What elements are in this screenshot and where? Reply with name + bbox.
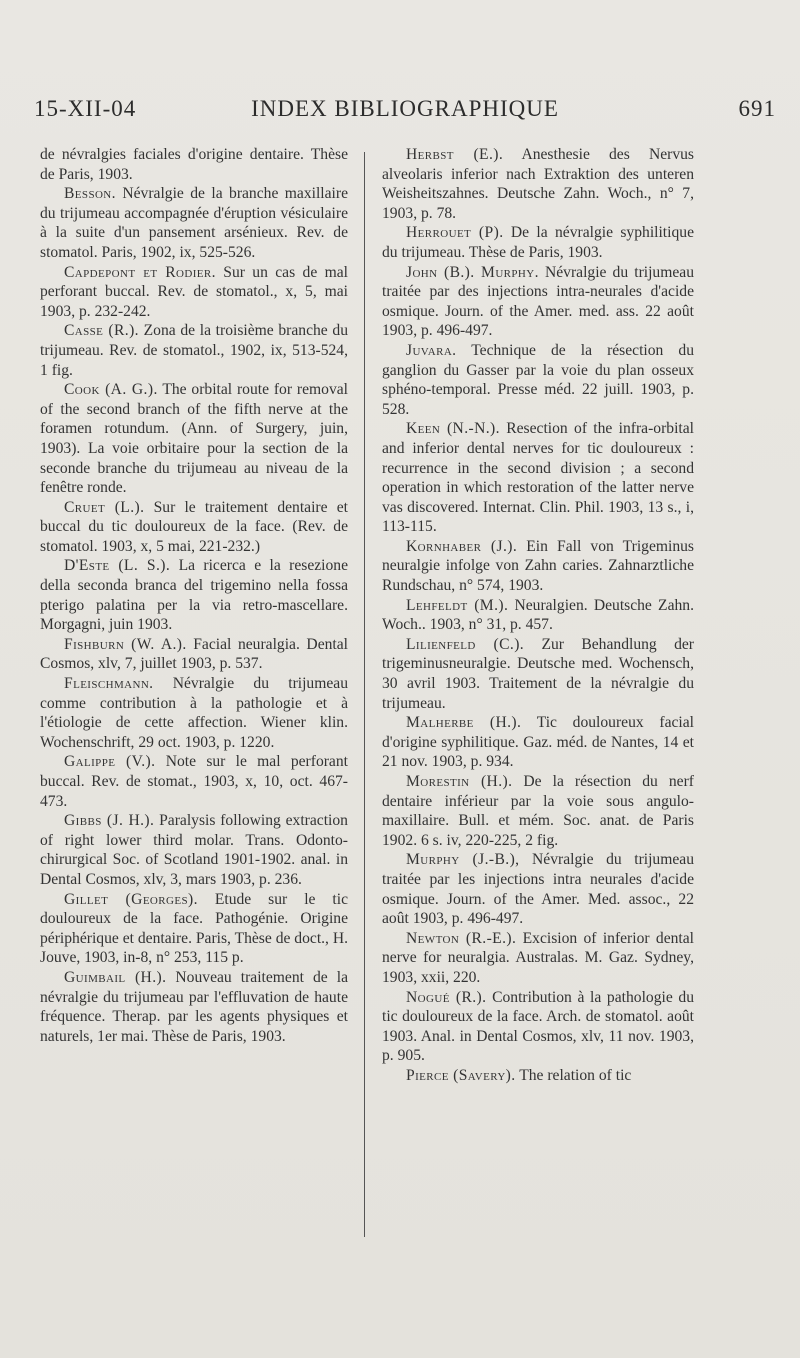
bibliography-entry	[382, 635, 694, 713]
entry-author: Malherbe (H.).	[406, 714, 522, 732]
bibliography-entry	[382, 929, 694, 988]
entry-author: Herbst (E.).	[406, 146, 504, 163]
bibliography-entry	[382, 145, 694, 223]
entry-text: Névralgie du trijumeau traitée par les injections intra neurales d'acide osmique. Journ. of the Amer. Med. assoc., 22 août 1903, p. 496-497.	[382, 851, 694, 928]
entry-text: Etude sur le tic douloureux de la face. Pathogénie. Origine périphérique et dentaire. Paris, Thèse de doct., H. Jouve, 1903, in-8, n° 253, 115 p.	[40, 890, 349, 967]
entry-text: The orbital route for removal of the second branch of the fifth nerve at the foramen rotundum. (Ann. of Surgery, juin, 1903). La voie orbitaire pour la section de la seconde branche du trijumeau au niveau de la fenêtre ronde.	[40, 381, 348, 497]
bibliography-entry	[40, 321, 348, 380]
bibliography-entry	[40, 635, 348, 674]
entry-text: Contribution à la pathologie du tic douloureux de la face. Arch. de stomatol. août 1903. Anal. in Dental Cosmos, xlv, 11 nov. 1903, p. 905.	[382, 988, 694, 1065]
entry-text: Anesthesie des Nervus alveolaris inferior nach Extraktion des unteren Weisheitszahnes. Deutsche Zahn. Woch., n° 7, 1903, p. 78.	[382, 146, 694, 222]
bibliography-entry	[382, 537, 694, 596]
entry-text: Zona de la troisième branche du trijumeau. Rev. de stomatol., 1902, ix, 513-524, 1 fig.	[40, 322, 349, 379]
entry-author: Juvara.	[406, 341, 457, 359]
bibliography-entry	[40, 890, 348, 968]
entry-text: Névralgie du trijumeau traitée par des injections intra-neurales d'acide osmique. Journ. of the Amer. med. ass. 22 août 1903, p. 496-497.	[382, 263, 694, 340]
header-title: INDEX BIBLIOGRAPHIQUE	[251, 96, 559, 121]
entry-author: Guimbail (H.).	[64, 968, 167, 986]
entry-author: D'Este (L. S.).	[64, 557, 171, 575]
entry-author: John (B.). Murphy.	[406, 263, 539, 281]
bibliography-entry	[40, 556, 348, 634]
entry-text: Sur le traitement dentaire et buccal du tic douloureux de la face. (Rev. de stomatol. 1903, x, 5 mai, 221-232.)	[40, 498, 348, 555]
bibliography-entry	[40, 380, 348, 498]
entry-author: Besson.	[64, 185, 116, 203]
bibliography-entry	[382, 596, 694, 635]
entry-author: Galippe (V.).	[64, 753, 156, 771]
bibliography-entry	[382, 988, 694, 1066]
bibliography-entry	[40, 674, 348, 752]
bibliography-entry	[40, 752, 348, 811]
entry-author: Lehfeldt (M.).	[406, 596, 509, 614]
entry-author: Cook (A. G.).	[64, 381, 158, 399]
bibliography-entry	[382, 223, 694, 262]
bibliography-entry	[382, 772, 694, 850]
bibliography-entry	[382, 1066, 694, 1086]
entry-author: Fleischmann.	[64, 675, 154, 693]
entry-text: La ricerca e la resezione della seconda branca del trigemino nella fossa pterigo palatina per la via retro-mascellare. Morgagni, juin 1903.	[40, 557, 349, 634]
entry-text: Nouveau traitement de la névralgie du trijumeau par l'effluvation de haute fréquence. Therap. par les agents physiques et naturels, 1er mai. Thèse de Paris, 1903.	[40, 968, 348, 1045]
entry-author: Nogué (R.).	[406, 988, 487, 1006]
entry-text: Neuralgien. Deutsche Zahn. Woch.. 1903, n° 31, p. 457.	[382, 596, 694, 634]
bibliography-entry	[382, 713, 694, 772]
bibliography-entry	[40, 968, 348, 1046]
entry-text: Tic douloureux facial d'origine syphilitique. Gaz. méd. de Nantes, 14 et 21 nov. 1903, p. 934.	[382, 714, 694, 771]
entry-author: Gibbs (J. H.).	[64, 812, 155, 830]
entry-author: Capdepont et Rodier.	[64, 263, 216, 281]
bibliography-entry	[40, 184, 348, 262]
bibliography-entry	[40, 263, 348, 322]
right-column	[382, 145, 694, 1086]
running-header	[34, 96, 776, 132]
entry-text: Zur Behandlung der trigeminusneuralgie. Deutsche med. Wochensch, 30 avril 1903. Traitement de la névralgie du trijumeau.	[382, 635, 694, 712]
entry-text: De la résection du nerf dentaire inférieur par la voie sous angulo-maxillaire. Bull. et mém. Soc. anat. de Paris 1902. 6 s. iv, 220-225, 2 fig.	[382, 773, 694, 849]
bibliography-entry	[382, 263, 694, 341]
entry-text: De la névralgie syphilitique du trijumeau. Thèse de Paris, 1903.	[382, 224, 694, 261]
bibliography-entry	[40, 498, 348, 557]
entry-text: Sur un cas de mal perforant buccal. Rev. de stomatol., x, 5, mai 1903, p. 232-242.	[40, 263, 348, 320]
entry-text: de névralgies faciales d'origine dentaire. Thèse de Paris, 1903.	[40, 146, 348, 183]
entry-text: Névralgie du trijumeau comme contribution à la pathologie et à l'étiologie de cette affection. Wiener klin. Wochenschrift, 29 oct. 1903, p. 1220.	[40, 675, 348, 751]
bibliography-entry	[40, 145, 348, 184]
bibliography-entry	[382, 419, 694, 537]
entry-text: Névralgie de la branche maxillaire du trijumeau accompagnée d'éruption vésiculaire à la suite d'un pansement arsénieux. Rev. de stomatol. Paris, 1902, ix, 525-526.	[40, 185, 348, 261]
column-divider	[364, 152, 365, 1237]
entry-text: Ein Fall von Trigeminus neuralgie infolge von Zahn caries. Zahnarztliche Rundschau, n° 574, 1903.	[382, 537, 694, 595]
bibliography-entry	[382, 341, 694, 419]
entry-author: Cruet (L.).	[64, 498, 145, 516]
entry-author: Murphy (J.-B.),	[406, 851, 520, 869]
entry-author: Keen (N.-N.).	[406, 420, 500, 438]
entry-author: Herrouet (P).	[406, 224, 504, 242]
entry-author: Newton (R.-E.).	[406, 929, 517, 947]
entry-author: Lilienfeld (C.).	[406, 635, 525, 653]
bibliography-entry	[382, 850, 694, 928]
header-date: 15-XII-04	[34, 96, 137, 121]
entry-text: The relation of tic	[515, 1066, 632, 1084]
entry-author: Pierce (Savery).	[406, 1066, 516, 1084]
bibliography-entry	[40, 811, 348, 889]
entry-text: Excision of inferior dental nerve for neuralgia. Australas. M. Gaz. Sydney, 1903, xxii, 220.	[382, 929, 694, 986]
page-number: 691	[738, 96, 776, 121]
entry-author: Fishburn (W. A.).	[64, 635, 187, 653]
entry-text: Paralysis following extraction of right lower third molar. Trans. Odonto-chirurgical Soc. of Scotland 1901-1902. anal. in Dental Cosmos, xlv, 3, mars 1903, p. 236.	[40, 812, 348, 888]
entry-text: Facial neuralgia. Dental Cosmos, xlv, 7, juillet 1903, p. 537.	[40, 635, 348, 673]
entry-text: Note sur le mal perforant buccal. Rev. de stomat., 1903, x, 10, oct. 467-473.	[40, 753, 348, 810]
entry-author: Kornhaber (J.).	[406, 537, 518, 555]
left-column	[40, 145, 348, 1046]
entry-text: Technique de la résection du ganglion du Gasser par la voie du plan osseux sphéno-temporal. Presse méd. 22 juill. 1903, p. 528.	[382, 341, 694, 418]
entry-author: Morestin (H.).	[406, 773, 513, 790]
entry-author: Casse (R.).	[64, 322, 139, 340]
entry-author: Gillet (Georges).	[64, 890, 198, 908]
entry-text: Resection of the infra-orbital and inferior dental nerves for tic douloureux : recurrence in the second division ; a second operation in which restoration of the latter nerve vas discovered. Internat. Clin. Phil. 1903, 13 s., i, 113-115.	[382, 420, 694, 536]
